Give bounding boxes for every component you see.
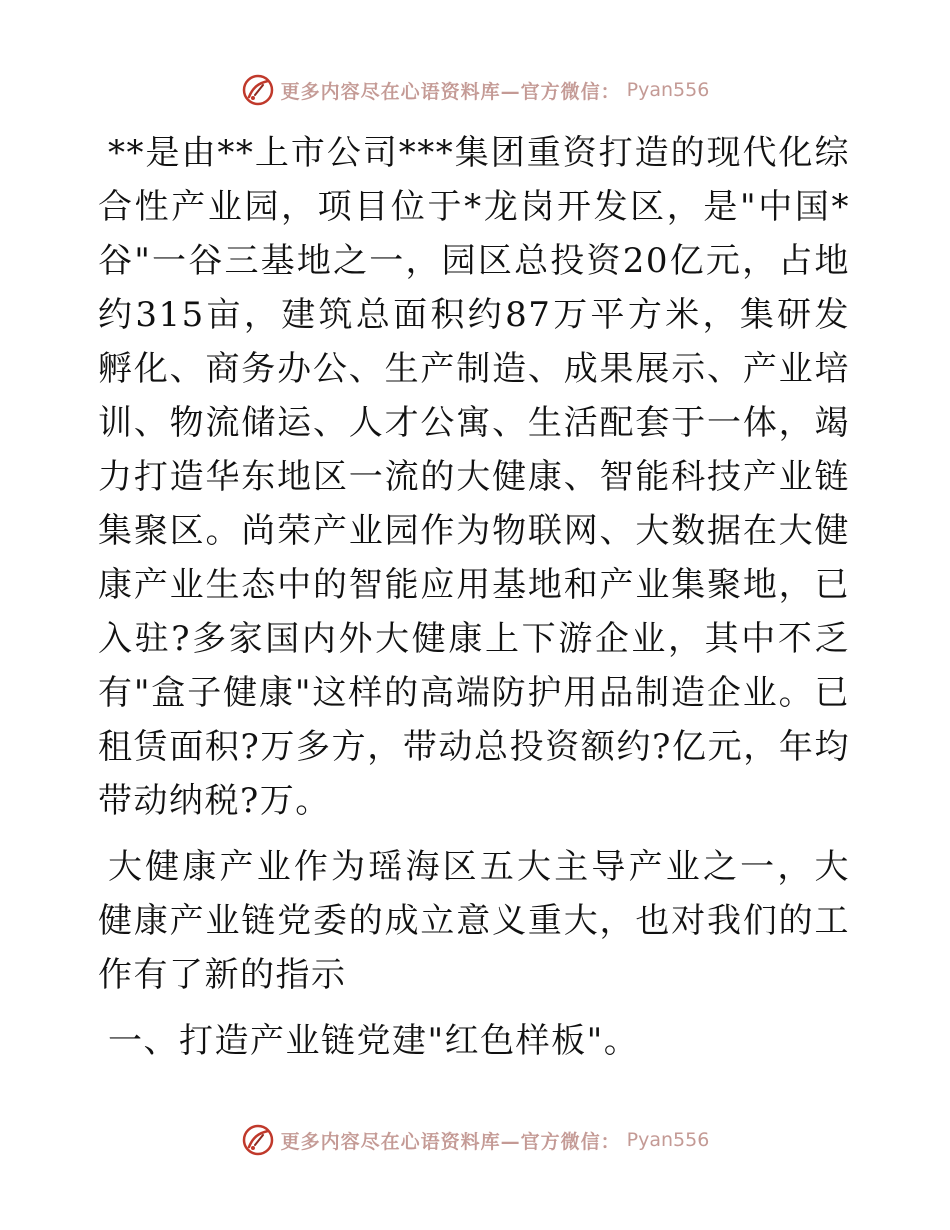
banner-text: 更多内容尽在心语资料库—官方微信： xyxy=(280,80,621,103)
paragraph-health-industry: 大健康产业作为瑶海区五大主导产业之一，大健康产业链党委的成立意义重大，也对我们的工作有了新的指示 xyxy=(98,847,850,995)
header-banner xyxy=(0,70,950,110)
footer-banner xyxy=(0,1120,950,1160)
banner-text: 更多内容尽在心语资料库—官方微信： xyxy=(280,1130,621,1153)
heading-section-one: 一、打造产业链党建"红色样板"。 xyxy=(108,1021,640,1061)
document-body xyxy=(98,126,850,1068)
banner-wechat-id: Pyan556 xyxy=(626,79,710,101)
banner-wechat-id: Pyan556 xyxy=(626,1129,710,1151)
logo-icon xyxy=(241,1123,275,1157)
logo-icon xyxy=(241,73,275,107)
paragraph-intro: **是由**上市公司***集团重资打造的现代化综合性产业园，项目位于*龙岗开发区，是"中国*谷"一谷三基地之一，园区总投资20亿元，占地约315亩，建筑总面积约87万平方米，集研发孵化、商务办公、生产制造、成果展示、产业培训、物流储运、人才公寓、生活配套于一体，竭力打造华东地区一流的大健康、智能科技产业链集聚区。尚荣产业园作为物联网、大数据在大健康产业生态中的智能应用基地和产业集聚地，已入驻?多家国内外大健康上下游企业，其中不乏有"盒子健康"这样的高端防护用品制造企业。已租赁面积?万多方，带动总投资额约?亿元，年均带动纳税?万。 xyxy=(98,133,850,821)
